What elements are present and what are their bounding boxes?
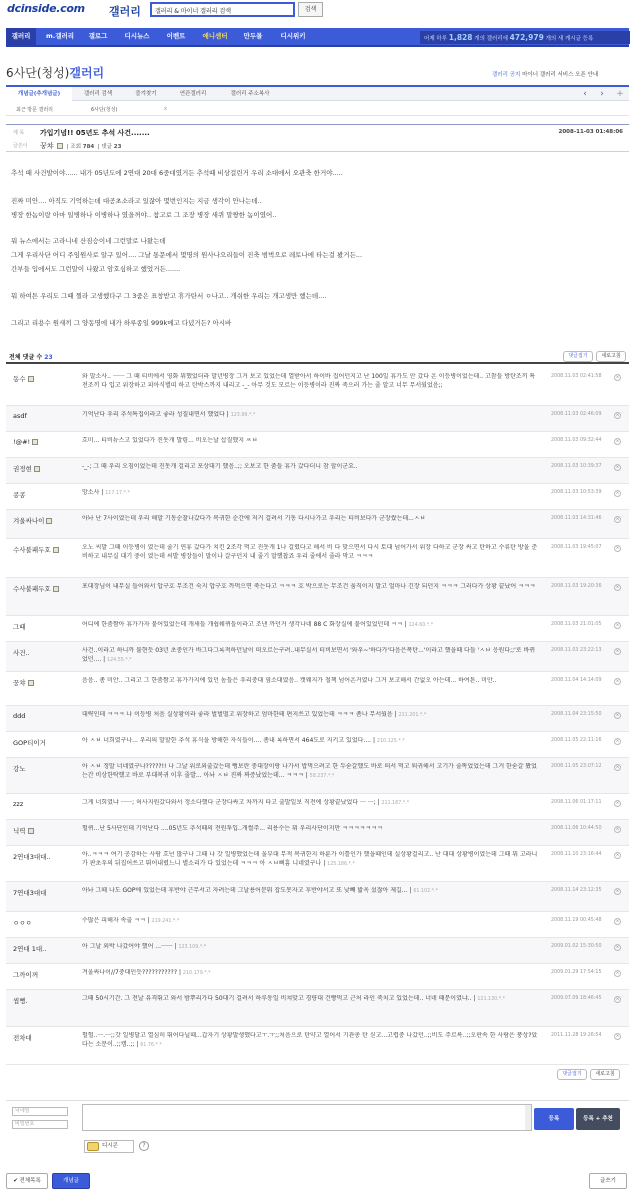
comment-ip: 123.109.*.* — [178, 945, 207, 950]
post-body-line: 병장 한놈이랑 아마 일병하나 이병하나 였을꺼야.. 참고로 그 조장 병장 새퀴 말짱한 놈이였어.. — [11, 211, 277, 219]
gnb-gallog[interactable]: 갤로그 — [88, 32, 108, 40]
comments-total — [9, 352, 53, 361]
comment-nick-text: 씹뻥. — [13, 997, 28, 1005]
gallog-icon[interactable] — [53, 547, 59, 553]
post-body-line: 추석 때 사건발이야...... 내가 05년도에 2연대 20대 6중대였거든 추석때 비상걸린거 우리 소대에서 오관축 한거야..... — [11, 169, 343, 177]
comment-row — [6, 990, 629, 1027]
comment-text — [82, 463, 540, 472]
comment-text: 어디에 한줌짬아 휴가가자 붙어있었는데 개새들 개쉽쉐퀴들이라고 조낸 까던거 생각나네 88 C 화장실에 붙어있었던데 ㅋㅋ | 124.60.*.* — [82, 621, 434, 628]
comment-nick-text: 동수 — [13, 375, 26, 383]
comment-date: 2008.11.03 10:39:37 — [551, 464, 602, 469]
comment-text: 헐헐..ㅡ.ㅡ;;갓 일병달고 열심히 뛰어다닐때...갑자기 상황발생했다고ㅜ.ㅜ;;처음으로 탄약고 열어서 기관총 탄 싣고...고렵중 나갔던..;;비도 주르륵..;;오판속 한 사람은 풍상?았다는 소문이..;;캠..;; | 61.76.*.* — [82, 1032, 538, 1048]
comment-nick-text: 겨울싸나이 — [13, 517, 45, 525]
comment-form — [6, 1100, 629, 1158]
gnb-m-gallery[interactable]: m.갤러리 — [45, 32, 75, 40]
comment-nick[interactable] — [13, 545, 59, 554]
prev-arrow-icon[interactable]: ‹ — [583, 89, 587, 99]
comment-nick-text: 전차대 — [13, 1034, 32, 1042]
delete-comment-icon[interactable]: × — [615, 679, 620, 684]
stat-gallery-count: 1,828 — [448, 33, 473, 42]
post-body-line: 뭐 뉴스에서는 고라니네 산짐승이네 그런말로 나왔는데 — [11, 237, 166, 245]
comment-row — [6, 732, 629, 758]
comment-row — [6, 706, 629, 732]
comment-body: 헐헐..ㅡ.ㅡ;;갓 일병달고 열심히 뛰어다닐때...갑자기 상황발생했다고ㅜ.ㅜ;;처음으로 탄약고 열어서 기관총 탄 싣고...고렵중 나갔던..;;비도 주르륵..;;오판속 한 사람은 풍상?았다는 소문이..;;캠..;; — [82, 1032, 538, 1048]
comment-text: 사건..이라고 하니까 불현듯 03년 초중인가 바그다그록적하던날이 떠오르는구려..내무실서 티비보면서 '와우~'하다가'다음은폭탄...'이라고 했을때 다들 'ㅅㅂ 응원다;;'로 바뀌었던.... | 124.55.*.* — [82, 647, 536, 663]
delete-comment-icon[interactable]: × — [615, 945, 620, 950]
tab-gallery-search[interactable]: 갤러리 검색 — [83, 91, 113, 97]
comment-nick[interactable] — [13, 918, 32, 927]
comment-ip: 61.102.*.* — [413, 889, 439, 894]
comment-date: 2008.11.14 23:12:35 — [551, 888, 602, 893]
gallery-tabs — [6, 85, 629, 101]
comment-text — [82, 825, 540, 834]
post-title: 가입기념!! 05년도 추석 사건....... — [40, 129, 150, 137]
comment-nick-text: GOP티이거 — [13, 739, 46, 747]
views-count: 784 — [82, 144, 95, 150]
comment-date: 2011.11.28 19:26:54 — [551, 1033, 602, 1038]
refresh-comments-button[interactable]: 새로고침 — [596, 351, 626, 362]
comment-body: 겨울싸나이//7중대인듯??????????? — [82, 969, 178, 976]
comment-text — [82, 515, 540, 524]
author-label: 글쓴이 — [13, 143, 28, 149]
comments-count: 23 — [113, 144, 122, 150]
gallery-notice-text: 마이너 갤러리 서비스 오픈 안내 — [522, 72, 599, 78]
comment-body: 흐미... 티비뉴스고 있었다가 진돗개 발령... 비오는날 삽질했지 ㅆㅂ — [82, 437, 258, 444]
comment-text: 겨울싸나이//7중대인듯??????????? | 210.179.*.* — [82, 969, 211, 976]
write-button[interactable]: 글쓰기 — [589, 1173, 627, 1189]
comment-body: 아 ㅅㅂ 너희였구나... 우리의 말할한 추석 휴식을 방해한 자식들이.... 좀내 록하면서 464도로 지키고 있었다.... — [82, 737, 372, 744]
comment-body: 아..ㅋㅋㅋ 여기 공감하는 사람 흐넌 많구나 그때 나 갓 일병했었는데 울부대 무적 복귀한지 하룬가 이틀인가 했을때인데 실상황걸리고.. 난 대대 상황병이였는데 그때 뭐 고라니가 판초우의 뒤집어쓰고 뛰어내렸느니 별소리가 다 있었는데 ㅋㅋㅋ 아 ㅅㅂ뻐흠 니네였구나 — [82, 851, 538, 867]
gallery-suffix: 갤러리 — [69, 66, 105, 80]
comment-ip: 211.187.*.* — [381, 801, 410, 806]
delete-comment-icon[interactable]: × — [615, 739, 620, 744]
comment-text: 그게 너희였냐 ㅡㅡ; 허사지원갔다와서 정소다했다 군장다싸고 차까지 타고 출발일보 직전에 상황끝났었다 ㅡ ㅡ; | 211.187.*.* — [82, 799, 410, 806]
comment-ip: 219.241.*.* — [151, 919, 180, 924]
comment-body: 대략인데 ㅋㅋㅋ 나 이등병 처음 실상황이라 좋라 벌벌떨고 위장하고 엄마한테 편지쓰고 있었는데 ㅋㅋㅋ 좀나 무서웠음 — [82, 711, 393, 718]
fold-comments-button[interactable]: 댓글접기 — [563, 351, 593, 362]
comment-nick[interactable] — [13, 622, 26, 631]
comment-nick[interactable] — [13, 464, 40, 473]
delete-comment-icon[interactable]: × — [615, 827, 620, 832]
comment-body: 아놔 그때 나도 GOP에 있었는데 후반야 근무서고 자려는데 그날용어문뭐 잡도못자고 후반야서고 또 낮뻬 밟옥 섰잖아 제길... — [82, 887, 408, 894]
comment-nick[interactable] — [13, 584, 59, 593]
comment-date: 2009.07.09 18:46:45 — [551, 996, 602, 1001]
comment-row — [6, 616, 629, 642]
daily-stat — [420, 31, 630, 44]
comment-date: 2008.11.03 02:46:09 — [551, 412, 602, 417]
comment-nick[interactable] — [13, 888, 46, 897]
comment-row — [6, 938, 629, 964]
comment-ip: 124.55.*.* — [107, 657, 132, 663]
comment-row — [6, 882, 629, 912]
comment-nick-text: 그까이꺼 — [13, 971, 39, 979]
comment-nick[interactable] — [13, 678, 34, 687]
gallog-icon[interactable] — [46, 518, 52, 524]
bottom-bar — [6, 1173, 629, 1189]
delete-comment-icon[interactable]: × — [615, 919, 620, 924]
gallog-icon[interactable] — [53, 586, 59, 592]
comment-text — [82, 544, 540, 561]
comment-row — [6, 642, 629, 672]
comment-nick[interactable] — [13, 490, 26, 499]
comment-body: 음음.. 좀 미안.. 그리고 그 한줌짬고 휴가가지에 있던 놈들은 우리중대 옆소대였음.. 캣웨지가 철책 넘어온거였나 그거 보고해서 간없오 아는데... 하여튼.. 미안.. — [82, 677, 497, 684]
comment-text: 아 ㅅㅂ 정말 너네였구나?????!! 나 그날 위로외출갔는데 뻥보란 중대장이랑 나가서 밥먹으려고 한 두숟갈했도 바로 떠서 먹고 퇴귀해서 고기가 줄똑었었는데 그거 한숟갈 봤었는간 비상한탁했고 바로 부대복귀 이후 줄발... 아놔 ㅅㅂ 진짜 짜증났었는데... ㅋㅋㅋ | 58.237.*.* — [82, 763, 537, 779]
comments-total-label: 전체 댓글 수 — [9, 354, 43, 361]
comment-nick-text: 수사불패두호 — [13, 546, 51, 554]
comment-row — [6, 846, 629, 882]
gallog-icon[interactable] — [57, 143, 63, 149]
title-label: 제 목 — [13, 130, 25, 136]
textarea-scrollbar[interactable] — [525, 1105, 531, 1130]
password-input[interactable]: 비밀번호 — [12, 1120, 68, 1129]
comment-text: 대략인데 ㅋㅋㅋ 나 이등병 처음 실상황이라 좋라 벌벌떨고 위장하고 엄마한테 편지쓰고 있었는데 ㅋㅋㅋ 좀나 무서웠음 | 211.201.*.* — [82, 711, 427, 718]
comment-date: 2008.11.10 23:16:44 — [551, 852, 602, 857]
nickname-input[interactable]: 닉네임 — [12, 1107, 68, 1116]
top-header — [0, 0, 635, 22]
recent-item[interactable]: 6사단(청성) — [91, 107, 118, 113]
post-date: 2008-11-03 01:48:06 — [558, 129, 623, 135]
post-header — [6, 124, 629, 152]
fold-comments-button-bottom[interactable]: 댓글접기 — [557, 1069, 587, 1080]
all-list-button[interactable]: ✔ 전체목록 — [6, 1173, 48, 1189]
comment-body: 그때 50시기간. 그 전날 유격뛰고 와서 밤뿌리가다 50대기 걸려서 하루동일 비쳐맞고 경량대 건빵먹고 근처 라인 죽치고 있었는데.. 너네 때문이였냐.. — [82, 995, 472, 1002]
comment-text: 아 ㅅㅂ 너희였구나... 우리의 말할한 추석 휴식을 방해한 자식들이.... 좀내 록하면서 464도로 지키고 있었다.... | 210.125.*.* — [82, 737, 405, 744]
comment-row — [6, 368, 629, 406]
delete-comment-icon[interactable]: × — [615, 465, 620, 470]
gallog-icon[interactable] — [32, 439, 38, 445]
comment-nick-text: 콩콩 — [13, 491, 26, 499]
comment-nick[interactable] — [13, 648, 30, 657]
comment-nick-text: 수사불패두호 — [13, 585, 51, 593]
comment-ip: 58.237.*.* — [309, 773, 335, 779]
comment-row — [6, 820, 629, 846]
stat-suffix: 개의 새 게시글 등록 — [545, 36, 594, 42]
comment-nick[interactable] — [13, 944, 46, 953]
delete-comment-icon[interactable]: × — [615, 997, 620, 1002]
tab-favorite[interactable]: 즐겨찾기 — [135, 91, 157, 97]
post-meta: 꿍챠 | 조회 784 | 댓글 23 — [40, 142, 122, 150]
comments-label: 댓글 — [101, 144, 113, 150]
delete-comment-icon[interactable]: × — [615, 649, 620, 654]
search-input[interactable]: 갤러리 & 마이너 갤러리 검색 — [150, 2, 295, 17]
comment-date: 2009.01.02 15:30:50 — [551, 944, 602, 949]
stat-prefix: 어제 하루 — [424, 36, 448, 42]
post-body-line: 간부들 입에서도 그런말이 나왔고 암호심하고 했었거든....... — [11, 265, 181, 273]
stat-post-count: 472,979 — [509, 33, 544, 42]
comment-date: 2008.11.03 21:01:05 — [551, 622, 602, 627]
comment-body: 그게 너희였냐 ㅡㅡ; 허사지원갔다와서 정소다했다 군장다싸고 차까지 타고 출발일보 직전에 상황끝났었다 ㅡ ㅡ; — [82, 799, 376, 806]
comment-body: 와 말소사.. ㅡㅡ 그 때 티비에서 영화 뭐했었더라 말년병장 그거 보고 있었는데 열받아서 하이바 집어던지고 난 100일 휴가도 안 갔다 온 이등병이었는데.. 고참들 방탄조끼 특전조끼 다 입고 위장하고 피아식별띠 하고 탄박스까지 내리고 -_- 아무 것도 모르는 이등병이라 진짜 죽으러 가는 줄 알고 너무 무서웠었음;; — [82, 373, 536, 389]
comment-nick[interactable] — [13, 852, 51, 861]
comment-text — [82, 583, 540, 592]
next-arrow-icon[interactable]: › — [600, 89, 604, 99]
comment-date: 2008.11.03 10:53:39 — [551, 490, 602, 495]
comment-row — [6, 458, 629, 484]
comment-nick-text: 2연대 1대.. — [13, 945, 47, 953]
comment-date: 2009.01.29 17:54:15 — [551, 970, 602, 975]
gnb-event[interactable]: 이벤트 — [166, 32, 186, 40]
comment-body: 기억난다 우리 추석특집이라고 좋라 성질내면서 했었다 — [82, 411, 225, 418]
gnb-dcwiki[interactable]: 디시위키 — [280, 32, 306, 40]
gallog-icon[interactable] — [34, 466, 40, 472]
tab-copy-address[interactable]: 갤러리 주소복사 — [230, 91, 270, 97]
stat-mid: 개의 갤러리에 — [474, 36, 508, 42]
post-body-line: 그게 우리사단 어디 주임원사로 알구 있어.... 그날 통문에서 몇명의 원사나으리들이 진축 범벅으로 레토나에 타는걸 봤거든... — [11, 251, 363, 259]
delete-comment-icon[interactable]: × — [615, 413, 620, 418]
comment-body: -_-; 그 때 우리 오침이었는데 진돗개 걸리고 포상대기 했음..;; 오보고 한 줌들 휴가 갔다더니 참 할이군요.. — [82, 463, 358, 470]
delete-comment-icon[interactable]: × — [615, 623, 620, 628]
comment-nick[interactable] — [13, 516, 52, 525]
comment-row — [6, 484, 629, 510]
comment-ip: 117.17.*.* — [105, 491, 130, 496]
comment-date: 2008.11.03 23:22:13 — [551, 648, 602, 653]
post-body-line: 진짜 미안.... 아직도 기억하는데 대공초소라고 있잖아 몇번인지는 지금 생각이 안나는데.. — [11, 197, 262, 205]
comment-ip: 123.99.*.* — [230, 413, 256, 418]
comment-ip: 61.76.*.* — [140, 1042, 162, 1048]
delete-comment-icon[interactable]: × — [615, 546, 620, 551]
comment-ip: 121.130.*.* — [477, 997, 506, 1002]
comment-nick-text: 꿍챠 — [13, 679, 26, 687]
comment-ip: 124.60.*.* — [408, 623, 434, 628]
comment-date: 2008.11.19 00:45:48 — [551, 918, 602, 923]
comment-nick-text: 권정현 — [13, 465, 32, 473]
comment-text — [82, 677, 540, 686]
comment-text: 망소사 | 117.17.*.* — [82, 489, 130, 496]
gnb-anicenter[interactable]: 애니센터 — [202, 32, 228, 40]
comment-ip: 210.125.*.* — [376, 739, 405, 744]
comment-text: 아놔 그때 나도 GOP에 있었는데 후반야 근무서고 자려는데 그날용어문뭐 잡도못자고 후반야서고 또 낮뻬 밟옥 섰잖아 제길... | 61.102.*.* — [82, 887, 439, 894]
delete-comment-icon[interactable]: × — [615, 491, 620, 496]
gallog-icon[interactable] — [28, 680, 34, 686]
comment-body: 아 그날 외박 나갔어야 했어 ...ㅡㅡ — [82, 943, 173, 950]
comment-nick[interactable] — [13, 738, 46, 747]
comment-row — [6, 758, 629, 794]
comment-text: 기억난다 우리 추석특집이라고 좋라 성질내면서 했었다 | 123.99.*.* — [82, 411, 256, 418]
post-body-line: 그리고 리용수 원새끼 그 양동명에 내가 하루종일 999k메고 다녔거든? 아시바 — [11, 319, 232, 327]
comment-date: 2008.11.06 10:44:50 — [551, 826, 602, 831]
comment-date: 2008.11.03 09:32:44 — [551, 438, 602, 443]
comment-ip: 211.201.*.* — [398, 713, 427, 718]
recent-galleries — [6, 104, 629, 116]
comment-row — [6, 964, 629, 990]
gallery-name: 6사단(청성) — [6, 66, 70, 80]
comment-body: 오노 씨발 그때 이등병이 였는데 줄기 연휴 갔다가 치킨 2조각 먹고 진돗개 1나 걸렸다고 해서 비 다 맞으면서 다시 토대 넘어가서 위장 다하고 군장 싸고 탄하고 수류탄 방울 준비하고 내무실 대기 중이 였는데 씨발 병장들이 말이나 갈구던지 내 줄기 말했찹죠 우리 줄에서 줄라 막고 ㅋㅋㅋ — [82, 544, 538, 560]
comment-row — [6, 794, 629, 820]
post-body-line: 뭐 하여튼 우리도 그때 찔라 고생했다구 그 3줌은 표창받고 휴가탄서 ㅇ나고.. 개쉬한 우리는 개고생만 했는데.... — [11, 292, 327, 300]
delete-comment-icon[interactable]: × — [615, 517, 620, 522]
recent-label: 최근 방문 갤러리 — [16, 107, 53, 113]
comment-nick[interactable] — [13, 826, 34, 835]
comment-date: 2008.11.05 23:07:12 — [551, 764, 602, 769]
comment-nick[interactable] — [13, 712, 25, 720]
comment-ip: 125.186.*.* — [327, 861, 355, 867]
delete-comment-icon[interactable]: × — [615, 1034, 620, 1039]
comment-row — [6, 1027, 629, 1065]
comment-date: 2008.11.03 14:31:46 — [551, 516, 602, 521]
gallog-icon[interactable] — [28, 828, 34, 834]
comment-nick[interactable] — [13, 1033, 32, 1042]
comment-nick-text: 7연대3대대 — [13, 889, 47, 897]
gallery-title[interactable] — [6, 64, 104, 81]
delete-comment-icon[interactable]: × — [615, 889, 620, 894]
comment-nick[interactable] — [13, 438, 38, 446]
post-author[interactable]: 꿍챠 — [40, 142, 54, 150]
comment-body: 사건..이라고 하니까 불현듯 03년 초중인가 바그다그록적하던날이 떠오르는구려..내무실서 티비보면서 '와우~'하다가'다음은폭탄...'이라고 했을때 다들 'ㅅㅂ 응원다;;'로 바뀌었던.... — [82, 647, 536, 663]
delete-comment-icon[interactable]: × — [615, 439, 620, 444]
comment-text: 아..ㅋㅋㅋ 여기 공감하는 사람 흐넌 많구나 그때 나 갓 일병했었는데 울부대 무적 복귀한지 하룬가 이틀인가 했을때인데 실상황걸리고.. 난 대대 상황병이였는데 그때 뭐 고라니가 판초우의 뒤집어쓰고 뛰어내렸느니 별소리가 다 있었는데 ㅋㅋㅋ 아 ㅅㅂ뻐흠 니네였구나 | 125.186.*.* — [82, 851, 538, 867]
comment-row — [6, 539, 629, 578]
gallog-icon[interactable] — [28, 376, 34, 382]
comment-nick-text: ㅇㅇㅇ — [13, 919, 32, 927]
comment-textarea[interactable] — [82, 1104, 532, 1131]
tab-concept[interactable]: 개념글(추개념글) — [6, 87, 72, 101]
comment-ip: 210.179.*.* — [182, 971, 211, 976]
gallery-notice-label: 갤러리 공지 — [492, 72, 521, 78]
delete-comment-icon[interactable]: × — [615, 585, 620, 590]
comment-text: 수많은 피해자 속출 ㅋㅋ | 219.241.*.* — [82, 917, 180, 924]
gnb-gallery[interactable]: 갤러리 — [6, 28, 36, 45]
tab-related[interactable]: 연관갤러리 — [179, 91, 207, 97]
refresh-comments-button-bottom[interactable]: 새로고침 — [590, 1069, 620, 1080]
comment-nick-text: 사건.. — [13, 649, 30, 657]
dcinside-logo[interactable]: dcinside.com — [7, 2, 85, 15]
delete-comment-icon[interactable]: × — [615, 971, 620, 976]
comment-date: 2008.11.04 14:14:09 — [551, 678, 602, 683]
comment-body: 망소사 — [82, 489, 100, 496]
comment-nick-text: zzz — [13, 800, 24, 808]
concept-button[interactable]: 개념글 — [52, 1173, 90, 1189]
comment-row — [6, 578, 629, 616]
comment-row — [6, 432, 629, 458]
comment-nick-text: ddd — [13, 712, 26, 720]
gnb-dcnews[interactable]: 디시뉴스 — [124, 32, 150, 40]
comment-body: 아놔 난 7사이였는데 우리 해말 기동순찰나갔다가 복귀한 순간에 저거 걸려서 기동 다시나가고 우리는 티비보다가 군장쌌는데...ㅅㅂ — [82, 515, 426, 522]
comment-date: 2008.11.03 02:41:58 — [551, 374, 602, 379]
comment-nick-text: 그때 — [13, 623, 26, 631]
comment-body: 헐퀴...난 5사단인데 기억난다 ....05년도 추석때의 전원투입..개썰주... 리용수는 뭐 우리사단이지만 ㅋㅋㅋㅋㅋㅋㅋ — [82, 825, 383, 832]
comment-text: 아 그날 외박 나갔어야 했어 ...ㅡㅡ | 123.109.*.* — [82, 943, 207, 950]
delete-comment-icon[interactable]: × — [615, 801, 620, 806]
submit-button[interactable]: 등록 — [534, 1108, 574, 1130]
comment-row — [6, 510, 629, 539]
help-icon[interactable]: ? — [139, 1141, 149, 1151]
comment-nick[interactable] — [13, 374, 34, 383]
comment-body: 수많은 피해자 속출 ㅋㅋ — [82, 917, 146, 924]
comment-nick-text: 2연대3대대.. — [13, 853, 51, 861]
comment-body: 포대장님이 내무실 들어와서 압구호 무조건 숙지 압구호 까먹으면 죽는다고 ㅋㅋㅋ 호 박으로는 무조건 움직이지 말고 얼마나 긴장 되던지 ㅋㅋㅋ 그러다가 상황 끝났어 ㅋㅋㅋ — [82, 583, 536, 590]
comment-date: 2008.11.05 22:11:16 — [551, 738, 602, 743]
global-nav — [6, 28, 629, 47]
comment-body: 아 ㅅㅂ 정말 너네였구나?????!! 나 그날 위로외출갔는데 뻥보란 중대장이랑 나가서 밥먹으려고 한 두숟갈했도 바로 떠서 먹고 퇴귀해서 고기가 줄똑었었는데 그거 한숟갈 봤었는간 비상한탁했고 바로 부대복귀 이후 줄발... 아놔 ㅅㅂ 진짜 짜증났었는데... ㅋㅋㅋ — [82, 763, 537, 779]
comment-date: 2008.11.04 23:15:50 — [551, 712, 602, 717]
delete-comment-icon[interactable]: × — [615, 375, 620, 380]
comment-nick[interactable] — [13, 412, 27, 420]
search-button[interactable]: 검색 — [298, 2, 323, 17]
comments-total-count: 23 — [44, 354, 53, 361]
comment-date: 2008.11.06 01:17:11 — [551, 800, 602, 805]
dccon-button[interactable] — [84, 1140, 134, 1153]
comment-nick-text: 강노 — [13, 765, 26, 773]
comment-text — [82, 437, 540, 446]
comment-nick-text: asdf — [13, 412, 27, 420]
comment-date: 2008.11.03 19:45:07 — [551, 545, 602, 550]
delete-comment-icon[interactable]: × — [615, 713, 620, 718]
comment-text: 그때 50시기간. 그 전날 유격뛰고 와서 밤뿌리가다 50대기 걸려서 하루동일 비쳐맞고 경량대 건빵먹고 근처 라인 죽치고 있었는데.. 너네 때문이였냐.. | 121.130.*.* — [82, 995, 506, 1002]
comment-nick[interactable] — [13, 800, 23, 808]
delete-comment-icon[interactable]: × — [615, 853, 620, 858]
gnb-mandumall[interactable]: 만두몰 — [243, 32, 263, 40]
comment-text — [82, 373, 540, 390]
recent-close-icon[interactable]: x — [164, 106, 167, 112]
comments-header — [6, 350, 629, 364]
comment-date: 2008.11.03 19:20:36 — [551, 584, 602, 589]
plus-icon[interactable]: + — [616, 89, 624, 99]
comment-body: 어디에 한줌짬아 휴가가자 붙어있었는데 개새들 개쉽쉐퀴들이라고 조낸 까던거 생각나네 88 C 화장실에 붙어있었던데 ㅋㅋ — [82, 621, 403, 628]
delete-comment-icon[interactable]: × — [615, 765, 620, 770]
comment-nick[interactable] — [13, 970, 38, 979]
comment-nick-text: 닉띡 — [13, 827, 26, 835]
comment-row — [6, 672, 629, 706]
comment-nick[interactable] — [13, 996, 28, 1005]
dccon-icon — [87, 1142, 99, 1151]
views-label: 조회 — [70, 144, 82, 150]
comment-nick-text: !@#! — [13, 438, 31, 446]
submit-recommend-button[interactable]: 등록 + 추천 — [576, 1108, 620, 1130]
gallery-logo-text[interactable]: 갤러리 — [109, 5, 141, 18]
comment-nick[interactable] — [13, 764, 26, 773]
dccon-label: 디시콘 — [102, 1143, 118, 1149]
comment-row — [6, 406, 629, 432]
comment-row — [6, 912, 629, 938]
gallery-notice[interactable] — [492, 70, 598, 78]
